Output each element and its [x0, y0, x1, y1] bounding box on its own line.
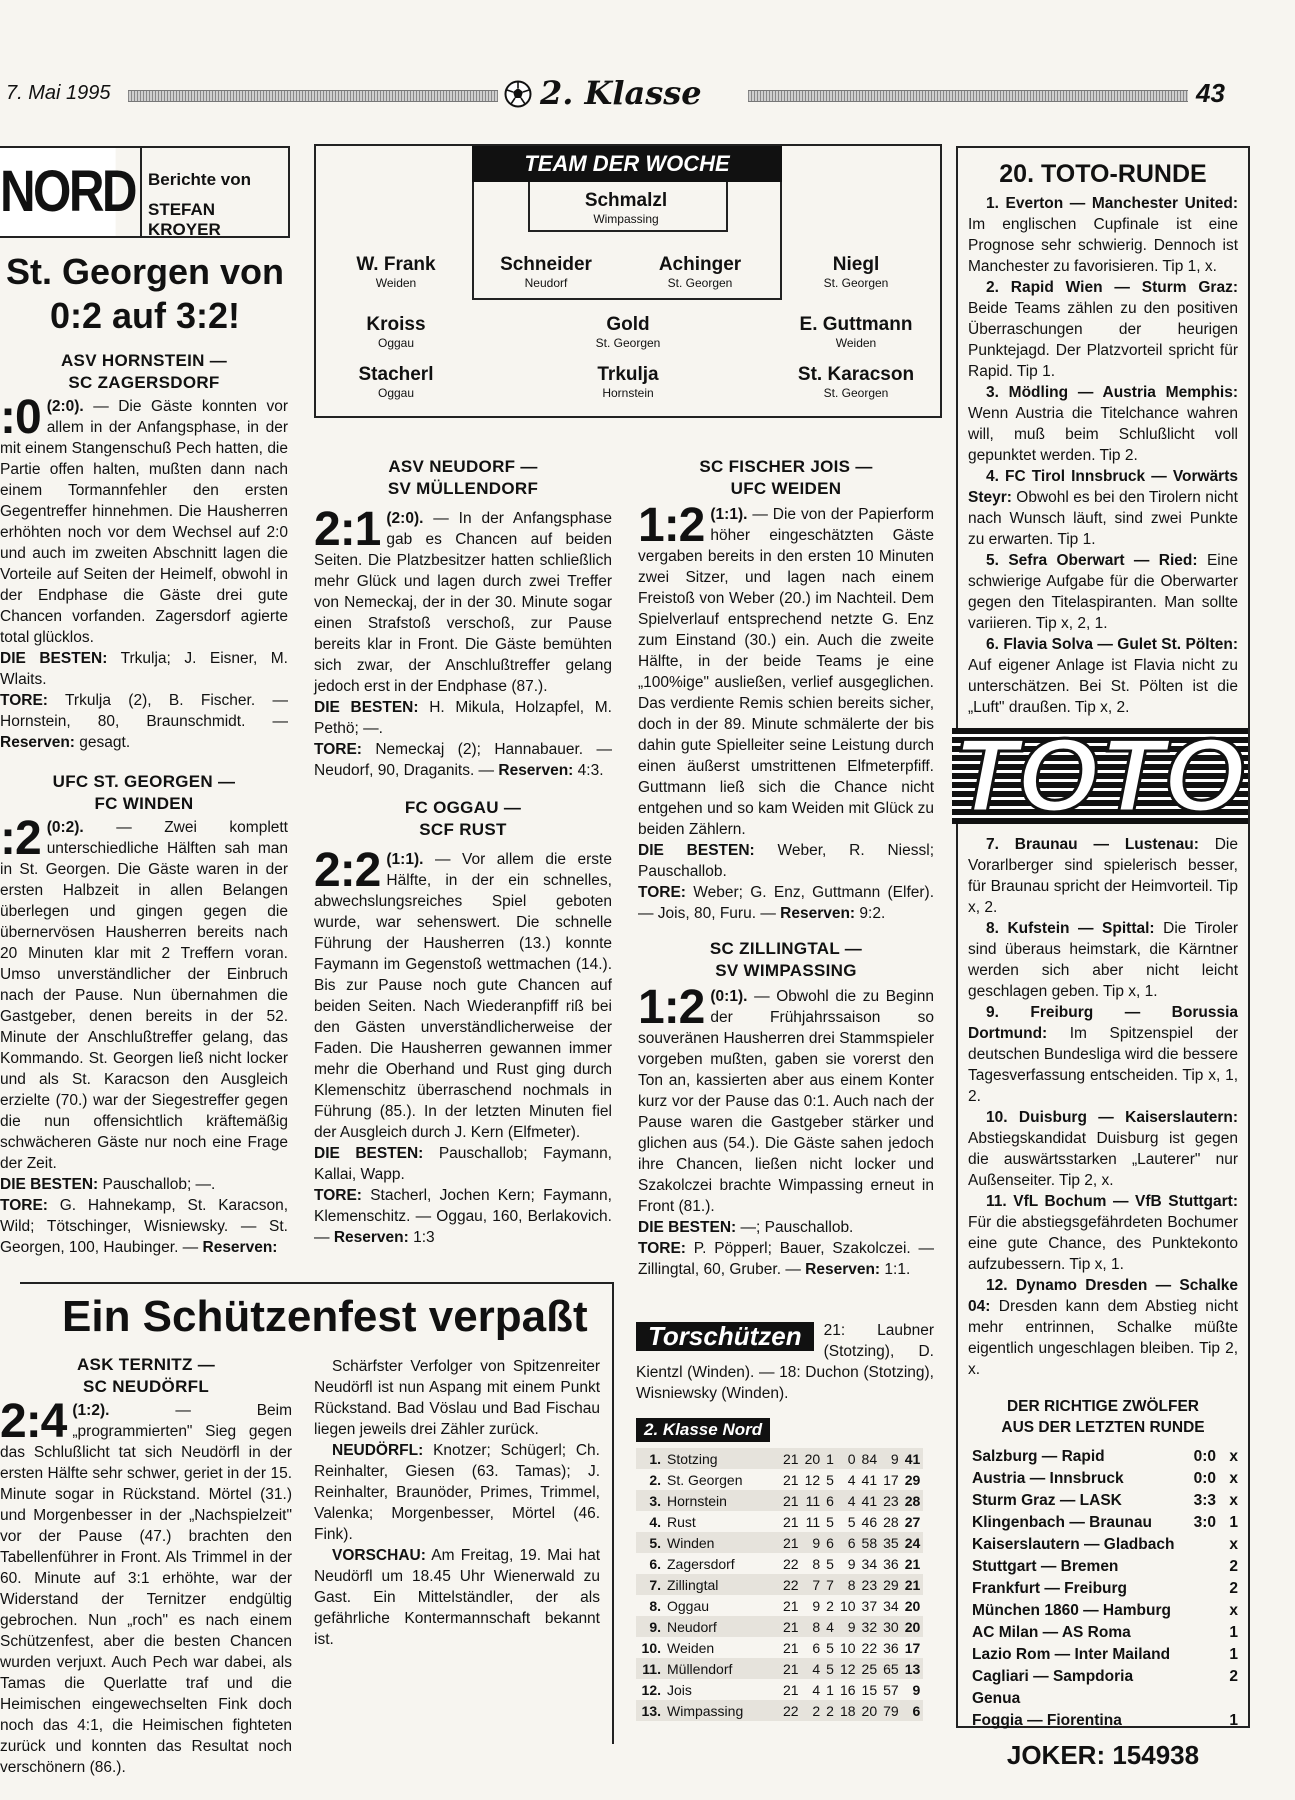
match-report — [314, 797, 612, 1248]
match-score: :0 — [0, 391, 41, 444]
last-round-s — [1176, 1534, 1216, 1556]
table-title: 2. Klasse Nord — [636, 1418, 770, 1442]
last-round-row — [972, 1710, 1238, 1732]
table-cell-gf: 41 — [861, 1492, 878, 1509]
table-cell-ga: 9 — [890, 1450, 899, 1467]
toto-comment: Im Spitzenspiel der deutschen Bundesliga wird die bessere Tagesverfassung entscheiden. Tip x, 1, 2. — [968, 1025, 1238, 1105]
toto-comment: Dresden kann dem Abstieg nicht mehr entrinnen, Schalke müßte eigentlich ungeschlagen bleiben. Tip 2, x. — [968, 1298, 1238, 1378]
player: Niegl St. Georgen — [823, 254, 889, 290]
table-cell-sp: 21 — [783, 1492, 799, 1509]
match-score: 1:2 — [638, 981, 705, 1034]
match-title: SC ZILLINGTAL — SV WIMPASSING — [709, 939, 863, 980]
last-round-row — [972, 1512, 1238, 1534]
match-score: 2:2 — [314, 844, 381, 897]
table-row — [636, 1469, 923, 1490]
table-cell-pts: 17 — [904, 1639, 921, 1656]
last-round-row — [972, 1644, 1238, 1666]
table-cell-d: 7 — [826, 1576, 834, 1593]
table-cell-pts: 24 — [904, 1534, 921, 1551]
last-round-s — [1176, 1578, 1216, 1600]
table-cell-sp: 21 — [783, 1618, 799, 1635]
table-cell-ga: 36 — [883, 1555, 899, 1572]
table-cell-pos: 11. — [642, 1660, 661, 1677]
page-header — [0, 74, 1250, 112]
last-round-s: 3:0 — [1193, 1514, 1216, 1531]
table-row — [636, 1637, 923, 1658]
toto-comment: Im englischen Cupfinale ist eine Prognose sehr schwierig. Dennoch ist Manchester zu favorisieren. Tip 1, x. — [968, 216, 1238, 275]
toto-tip — [968, 834, 1238, 918]
table-cell-ga: 57 — [883, 1681, 899, 1698]
match-text: :0 (2:0). — Die Gäste konnten vor allem in der Anfangsphase, in der mit einem Stangenschuß Pech hatten, die Partie offen halten, mußten dann nach einem Tormannfehler den ersten Gegentreffer hinnehmen. Die Hausherren erhöhten noch vor dem Wechsel auf 2:0 und auch im zweiten Abschnitt lagen die Vorteile auf Seiten der Heimelf, obwohl in der Endphase die Gäste drei gute Chancen vorfanden. Zagersdorf agierte total glücklos. DIE BESTEN: Trkulja; J. Eisner, M. Wlaits. TORE: Trkulja (2), B. Fischer. — Hornstein, 80, Braunschmidt. — Reserven: gesagt. — [0, 391, 288, 751]
match-report — [0, 771, 290, 1258]
last-round-row — [972, 1468, 1238, 1490]
toto-match: 11. VfL Bochum — VfB Stuttgart: — [986, 1193, 1238, 1210]
last-round-m: Stuttgart — Bremen — [972, 1558, 1119, 1575]
table-cell-l: 12 — [839, 1660, 856, 1677]
player: Schneider Neudorf — [500, 254, 592, 290]
table-cell-team: St. Georgen — [667, 1471, 743, 1488]
table-cell-w: 9 — [812, 1597, 821, 1614]
toto-comment: Wenn Austria die Titelchance wahren will, muß beim Schlußlicht voll gepunktet werden. Tip 2. — [968, 405, 1238, 464]
last-round-s — [1176, 1644, 1216, 1666]
table-cell-pts: 21 — [904, 1576, 921, 1593]
table-cell-sp: 21 — [783, 1660, 799, 1677]
schuetzenfest-headline: Ein Schützenfest verpaßt — [62, 1292, 588, 1341]
page-number: 43 — [1196, 78, 1225, 108]
match-text: 2:2 (1:1). — Vor allem die erste Hälfte, in der ein schnelles, abwechslungsreiches Spiel geboten wurde, war sehenswert. Die schnelle Führung der Hausherren (13.) konnte Faymann im Gegenstoß wettmachen (14.). Bis zur Pause noch gute Chancen auf beiden Seiten. Nach Wiederanpfiff riß bei den Gästen unverständlicherweise der Faden. Die Hausherren gewannen immer mehr die Oberhand und Rust ging durch Klemenschitz überraschend nochmals in Führung (85.). In der letzten Minuten fiel der Ausgleich durch J. Kern (Elfmeter). DIE BESTEN: Pauschallob; Faymann, Kallai, Wapp. TORE: Stacherl, Jochen Kern; Faymann, Klemenschitz. — Oggau, 160, Berlakovich. — Reserven: 1:3 — [314, 844, 612, 1246]
last-round-m: Salzburg — Rapid — [972, 1448, 1105, 1465]
table-cell-w: 11 — [805, 1513, 821, 1530]
headline-line-1: St. Georgen von — [5, 251, 285, 292]
table-cell-pts: 13 — [904, 1660, 921, 1677]
last-round-t: x — [1229, 1536, 1238, 1553]
table-row — [636, 1658, 923, 1679]
table-cell-team: Jois — [667, 1681, 692, 1698]
table-cell-l: 9 — [847, 1555, 856, 1572]
league-table — [636, 1448, 923, 1721]
table-cell-pos: 12. — [641, 1681, 661, 1698]
table-row — [636, 1595, 923, 1616]
byline-author: STEFAN KROYER — [148, 200, 221, 239]
headline-line-2: 0:2 auf 3:2! — [49, 295, 241, 336]
table-cell-team: Weiden — [667, 1639, 715, 1656]
table-cell-l: 8 — [847, 1576, 856, 1593]
player-gk: Schmalzl Wimpassing — [584, 190, 668, 226]
table-cell-pos: 4. — [649, 1513, 661, 1530]
header-rule-right — [748, 90, 1188, 102]
table-cell-ga: 36 — [883, 1639, 899, 1656]
table-cell-d: 5 — [826, 1471, 834, 1488]
last-round-row — [972, 1534, 1238, 1556]
last-round-row — [972, 1556, 1238, 1578]
table-cell-team: Oggau — [667, 1597, 710, 1614]
table-cell-d: 5 — [826, 1555, 834, 1572]
toto-match: 12. Dynamo Dresden — Schalke 04: — [968, 1277, 1238, 1315]
table-cell-l: 10 — [839, 1639, 856, 1656]
table-cell-w: 2 — [812, 1702, 821, 1719]
match-title: ASK TERNITZ — SC NEUDÖRFL — [76, 1355, 215, 1396]
match-report — [638, 456, 934, 924]
toto-column — [953, 146, 1250, 1770]
table-cell-ga: 23 — [883, 1492, 899, 1509]
last-round-t: 2 — [1229, 1558, 1238, 1575]
table-row — [636, 1616, 923, 1637]
table-cell-pos: 13. — [641, 1702, 661, 1719]
table-cell-gf: 46 — [861, 1513, 878, 1530]
last-round-t: 1 — [1229, 1712, 1238, 1729]
table-cell-pos: 9. — [649, 1618, 661, 1635]
last-round-t: x — [1229, 1602, 1238, 1619]
table-cell-pos: 2. — [649, 1471, 661, 1488]
table-cell-pos: 7. — [649, 1576, 661, 1593]
match-score: :2 — [0, 812, 41, 865]
table-cell-pts: 6 — [912, 1702, 921, 1719]
table-cell-l: 9 — [847, 1618, 856, 1635]
match-text: :2 (0:2). — Zwei komplett unterschiedliche Hälften sah man in St. Georgen. Die Gäste waren in der ersten Halbzeit in allen Belangen überlegen und gingen gegen die übernervösen Hausherren bereits nach 20 Minuten klar mit 2 Treffern voran. Umso unverständlicher der Einbruch nach der Pause. Nun übernahmen die Gastgeber, denen bereits in der 52. Minute der Anschlußtreffer gelang, das Kommando. St. Georgen ließ nicht locker und als St. Karacson den Ausgleich erzielte (70.) war der Siegestreffer gegen die nun offensichtlich kräftemäßig schwächeren Gäste nur noch eine Frage der Zeit. DIE BESTEN: Pauschallob; —. TORE: G. Hahnekamp, St. Karacson, Wild; Tötschinger, Wisniewsky. — St. Georgen, 100, Haubinger. — Reserven: — [0, 812, 288, 1256]
table-cell-w: 4 — [812, 1660, 821, 1677]
table-cell-sp: 22 — [783, 1702, 799, 1719]
match-title: SC FISCHER JOIS — UFC WEIDEN — [699, 457, 873, 498]
toto-tip — [968, 277, 1238, 382]
table-cell-pts: 29 — [904, 1471, 921, 1488]
table-cell-ga: 28 — [883, 1513, 899, 1530]
table-cell-d: 6 — [826, 1492, 834, 1509]
last-round-s: 3:3 — [1193, 1492, 1216, 1509]
table-cell-pts: 41 — [904, 1450, 921, 1467]
match-title: FC OGGAU — SCF RUST — [404, 798, 522, 839]
table-row — [636, 1490, 923, 1511]
player: Kroiss Oggau — [366, 314, 426, 350]
last-round-t: x — [1229, 1492, 1238, 1509]
match-report — [638, 938, 934, 1280]
table-cell-gf: 25 — [861, 1660, 878, 1677]
toto-tip — [968, 1191, 1238, 1275]
last-round-m: Sturm Graz — LASK — [972, 1492, 1122, 1509]
last-round-s: 0:0 — [1193, 1448, 1216, 1465]
match-score: 2:1 — [314, 503, 381, 556]
header-rule — [128, 90, 498, 102]
last-round-s — [1176, 1556, 1216, 1578]
table-row — [636, 1511, 923, 1532]
last-round-row — [972, 1666, 1238, 1710]
table-cell-sp: 21 — [783, 1450, 799, 1467]
table-cell-gf: 34 — [861, 1555, 878, 1572]
table-cell-w: 8 — [812, 1555, 821, 1572]
table-cell-ga: 79 — [883, 1702, 899, 1719]
match-score: 2:4 — [0, 1395, 67, 1448]
middle-column — [314, 456, 612, 1248]
table-cell-gf: 84 — [861, 1450, 878, 1467]
player: Achinger St. Georgen — [658, 254, 742, 290]
table-cell-d: 4 — [826, 1618, 834, 1635]
table-cell-l: 4 — [847, 1492, 856, 1509]
player: Trkulja Hornstein — [597, 364, 659, 400]
toto-tip — [968, 1002, 1238, 1107]
table-cell-l: 16 — [839, 1681, 856, 1698]
football-icon — [504, 80, 532, 108]
table-cell-d: 5 — [826, 1639, 834, 1656]
table-cell-sp: 21 — [783, 1513, 799, 1530]
match-text: 2:1 (2:0). — In der Anfangsphase gab es Chancen auf beiden Seiten. Die Platzbesitzer hatten schließlich mehr Glück und lagen durch zwei Treffer von Nemeckaj, der in der 30. Minute sogar einen Strafstoß verschoß, zur Pause bereits klar in Front. Die Gäste bemühten sich zwar, der Anschlußtreffer gelang jedoch erst in der Endphase (87.). DIE BESTEN: H. Mikula, Holzapfel, M. Pethö; —. TORE: Nemeckaj (2); Hannabauer. — Neudorf, 90, Draganits. — Reserven: 4:3. — [314, 503, 612, 779]
toto-match: 1. Everton — Manchester United: — [986, 195, 1238, 212]
table-cell-w: 7 — [812, 1576, 821, 1593]
toto-tip — [968, 918, 1238, 1002]
toto-match: 5. Sefra Oberwart — Ried: — [986, 552, 1198, 569]
section-title: 2. Klasse — [540, 74, 702, 112]
toto-match: 6. Flavia Solva — Gulet St. Pölten: — [986, 636, 1238, 653]
table-cell-team: Winden — [667, 1534, 715, 1551]
match-report — [0, 350, 290, 753]
table-cell-pos: 6. — [649, 1555, 661, 1572]
table-cell-d: 2 — [826, 1597, 834, 1614]
scorers-text-box — [636, 1320, 934, 1404]
table-cell-l: 18 — [839, 1702, 856, 1719]
table-cell-team: Rust — [667, 1513, 696, 1530]
last-round-t: 1 — [1229, 1624, 1238, 1641]
table-cell-pos: 1. — [649, 1450, 661, 1467]
table-row — [636, 1532, 923, 1553]
nord-section — [0, 146, 290, 1258]
toto-match: 9. Freiburg — Borussia Dortmund: — [968, 1004, 1238, 1042]
match-report — [314, 456, 612, 781]
table-cell-d: 5 — [826, 1660, 834, 1677]
table-cell-gf: 41 — [861, 1471, 878, 1488]
table-cell-sp: 22 — [783, 1555, 799, 1572]
toto-match: 2. Rapid Wien — Sturm Graz: — [986, 279, 1238, 296]
table-cell-sp: 21 — [783, 1639, 799, 1656]
table-cell-sp: 21 — [783, 1681, 799, 1698]
table-cell-sp: 21 — [783, 1534, 799, 1551]
last-round-m: Austria — Innsbruck — [972, 1470, 1124, 1487]
table-cell-w: 9 — [812, 1534, 821, 1551]
schuetzenfest-col-2 — [314, 1356, 600, 1650]
table-cell-pts: 28 — [904, 1492, 921, 1509]
standings-note: Schärfster Verfolger von Spitzenreiter Neudörfl ist nun Aspang mit einem Punkt Rückstand. Bad Vöslau und Bad Fischau liegen jeweils drei Zähler zurück. — [314, 1358, 600, 1438]
match-text-cont: Schärfster Verfolger von Spitzenreiter Neudörfl ist nun Aspang mit einem Punkt Rückstand. Bad Vöslau und Bad Fischau liegen jeweils drei Zähler zurück. NEUDÖRFL: Knotzer; Schügerl; Ch. Reinhalter, Giesen (63. Tamas); J. Reinhalter, Braunöder, Primes, Trimmel, Valenka; Morgenbesser, Mörtel (46. Fink). VORSCHAU: Am Freitag, 19. Mai hat Neudörfl um 18.45 Uhr Wienerwald zu Gast. Ein Mittelständler, der als gefährliche Kontermannschaft bekannt ist. — [314, 1358, 601, 1648]
last-round-row — [972, 1600, 1238, 1622]
table-cell-ga: 30 — [883, 1618, 899, 1635]
last-round-s — [1176, 1622, 1216, 1644]
last-round-m: Frankfurt — Freiburg — [972, 1580, 1128, 1597]
team-of-week — [314, 144, 942, 418]
last-round-m: Lazio Rom — Inter Mailand — [972, 1646, 1171, 1663]
last-round-m: Klingenbach — Braunau — [972, 1514, 1152, 1531]
table-cell-pos: 3. — [649, 1492, 661, 1509]
last-round-m: Foggia — Fiorentina — [972, 1712, 1122, 1729]
table-cell-ga: 29 — [883, 1576, 899, 1593]
toto-comment: Beide Teams zählen zu den positiven Überraschungen der heurigen Punktejagd. Der Platzvorteil spricht für Rapid. Tip 1. — [968, 300, 1238, 380]
team-title: TEAM DER WOCHE — [472, 146, 782, 182]
table-row — [636, 1679, 923, 1700]
table-cell-ga: 65 — [883, 1660, 899, 1677]
table-row — [636, 1448, 923, 1469]
last-round-s: 0:0 — [1193, 1470, 1216, 1487]
match-title: UFC ST. GEORGEN — FC WINDEN — [52, 772, 236, 813]
table-cell-w: 11 — [805, 1492, 821, 1509]
table-cell-team: Müllendorf — [667, 1660, 733, 1677]
last-round-t: 2 — [1229, 1580, 1238, 1597]
toto-comment: Auf eigener Anlage ist Flavia nicht zu unterschätzen. Bei St. Pölten ist die „Luft" draußen. Tip x, 2. — [968, 657, 1238, 716]
toto-tip — [968, 634, 1238, 718]
table-cell-pos: 10. — [641, 1639, 661, 1656]
player: E. Guttmann Weiden — [799, 314, 913, 350]
table-cell-w: 4 — [812, 1681, 821, 1698]
match-text: 2:4 (1:2). — Beim „programmierten" Sieg gegen das Schlußlicht tat sich Neudörfl in der ersten Hälfte sehr schwer, geriet in der 15. Minute sogar in Rückstand. Mörtel (31.) und Morgenbesser in der „Nachspielzeit" vor der Pause (47.) brachten den Tabellenführer in Front. Als Trimmel in der 60. Minute auf 3:1 erhöhte, war der Widerstand der Ternitzer endgültig gebrochen. Nun „roch" es nach einem Schützenfest, aber die besten Chancen wurden verjuxt. Auch Pech war dabei, als Tamas die Querlatte traf und die Heimischen eingewechselten Fink doch noch das 4:1, die Heimischen fighteten zurück und konnten das Resultat noch verschönern (86.). — [0, 1395, 293, 1776]
table-cell-gf: 58 — [861, 1534, 878, 1551]
table-cell-team: Neudorf — [667, 1618, 717, 1635]
last-round-s — [1176, 1710, 1216, 1732]
nord-divider — [140, 148, 142, 236]
toto-match: 3. Mödling — Austria Memphis: — [986, 384, 1238, 401]
toto-match: 4. FC Tirol Innsbruck — Vorwärts Steyr: — [968, 468, 1238, 506]
toto-tip — [968, 1107, 1238, 1191]
table-cell-gf: 22 — [861, 1639, 878, 1656]
table-cell-team: Zillingtal — [667, 1576, 719, 1593]
table-cell-l: 5 — [847, 1513, 856, 1530]
scorers-title: Torschützen — [636, 1322, 814, 1351]
table-cell-d: 1 — [826, 1450, 834, 1467]
table-cell-pts: 20 — [904, 1597, 921, 1614]
player: W. Frank Weiden — [356, 254, 436, 290]
toto-tip — [968, 1275, 1238, 1380]
table-cell-ga: 17 — [883, 1471, 899, 1488]
last-round-s — [1176, 1666, 1216, 1710]
last-round-t: 2 — [1229, 1668, 1238, 1685]
player: Stacherl Oggau — [358, 364, 434, 400]
toto-comment: Abstiegskandidat Duisburg ist gegen die auswärtsstarken „Lauterer" nur Außenseiter. Tip 2, x. — [968, 1130, 1238, 1189]
last-round-t: x — [1229, 1470, 1238, 1487]
toto-comment: Obwohl es bei den Tirolern nicht nach Wunsch läuft, sind zwei Punkte zu erwarten. Tip 1. — [968, 489, 1238, 548]
toto-title: 20. TOTO-RUNDE — [999, 160, 1207, 188]
table-cell-w: 6 — [812, 1639, 821, 1656]
toto-items — [958, 834, 1248, 1380]
last-round-m: München 1860 — Hamburg — [972, 1602, 1171, 1619]
table-cell-l: 4 — [847, 1471, 856, 1488]
match-text: 1:2 (1:1). — Die von der Papierform höher eingeschätzten Gäste vergaben bereits in den ersten 10 Minuten zwei Sitzer, und lagen nach einem Freistoß von Weber (20.) im Nachteil. Dem Spielverlauf entsprechend netzte G. Enz zum Einstand (30.) ein. Auch die zweite Hälfte, in der beide Teams je eine „100%ige" ausließen, verlief ausgeglichen. Das verdiente Remis schien bereits sicher, doch in der 89. Minute schmälerte der bis dahin gute Spielleiter seine Leistung durch einen äußerst umstrittenen Elfmeterpfiff. Guttmann ließ sich die Chance nicht entgehen und so kam Weiden mit Glück zu beiden Zählern. DIE BESTEN: Weber, R. Niessl; Pauschallob. TORE: Weber; G. Enz, Guttmann (Elfer). — Jois, 80, Furu. — Reserven: 9:2. — [638, 499, 935, 922]
toto-tip — [968, 466, 1238, 550]
toto-match: 7. Braunau — Lustenau: — [986, 836, 1199, 853]
table-cell-sp: 22 — [783, 1576, 799, 1593]
last-round-s — [1176, 1600, 1216, 1622]
toto-comment: Die Vorarlberger sind spielerisch besser, für Braunau spricht der Heimvorteil. Tip x, 2. — [968, 836, 1238, 916]
table-cell-ga: 35 — [883, 1534, 899, 1551]
toto-match: 10. Duisburg — Kaiserslautern: — [986, 1109, 1238, 1126]
toto-comment: Für die abstiegsgefährdeten Bochumer eine gute Chance, des Punktekonto aufzubessern. Tip x, 1. — [968, 1214, 1238, 1273]
toto-match: 8. Kufstein — Spittal: — [986, 920, 1155, 937]
byline-intro: Berichte von — [148, 170, 251, 189]
scorers-block — [636, 1320, 934, 1721]
last-round-row — [972, 1622, 1238, 1644]
table-cell-team: Stotzing — [667, 1450, 718, 1467]
table-cell-pos: 8. — [649, 1597, 661, 1614]
table-cell-team: Zagersdorf — [667, 1555, 735, 1572]
player: St. Karacson St. Georgen — [797, 364, 915, 400]
table-cell-gf: 32 — [861, 1618, 878, 1635]
table-cell-d: 6 — [826, 1534, 834, 1551]
table-cell-gf: 37 — [861, 1597, 878, 1614]
last-round-row — [972, 1446, 1238, 1468]
table-cell-d: 2 — [826, 1702, 834, 1719]
table-cell-team: Wimpassing — [667, 1702, 744, 1719]
toto-logo: TOTO — [953, 718, 1247, 834]
nord-label: NORD — [0, 148, 116, 236]
table-cell-team: Hornstein — [667, 1492, 727, 1509]
table-cell-pos: 5. — [649, 1534, 661, 1551]
player: Gold St. Georgen — [595, 314, 661, 350]
match-title: ASV NEUDORF — SV MÜLLENDORF — [387, 457, 539, 498]
table-cell-w: 20 — [804, 1450, 821, 1467]
table-cell-l: 0 — [847, 1450, 856, 1467]
table-cell-pts: 27 — [904, 1513, 921, 1530]
match-text: 1:2 (0:1). — Obwohl die zu Beginn der Frühjahrssaison so souveränen Hausherren drei Stammspieler vorgeben mußten, gaben sie vorerst den Ton an, kassierten aber aus einem Konter kurz vor der Pause das 0:1. Auch nach der Pause waren die Gastgeber stärker und glichen aus (54.). Die Gäste sahen jedoch ihre Chancen, ließen nicht locker und Szakolczei brachte Wimpassing erneut in Front (81.). DIE BESTEN: —; Pauschallob. TORE: P. Pöpperl; Bauer, Szakolczei. — Zillingtal, 60, Gruber. — Reserven: 1:1. — [638, 981, 934, 1278]
table-cell-sp: 21 — [783, 1597, 799, 1614]
table-cell-d: 5 — [826, 1513, 834, 1530]
last-round-list — [958, 1438, 1248, 1732]
table-cell-d: 1 — [826, 1681, 834, 1698]
toto-tip — [968, 193, 1238, 277]
table-cell-w: 12 — [804, 1471, 821, 1488]
toto-comment: Die Tiroler sind überaus heimstark, die Kärntner werden sich aber nicht leicht geschlagen geben. Tip x, 1. — [968, 920, 1238, 1000]
nord-header-box — [0, 146, 290, 238]
table-cell-w: 8 — [812, 1618, 821, 1635]
last-round-m: AC Milan — AS Roma — [972, 1624, 1131, 1641]
toto-items — [958, 189, 1248, 718]
right-middle-column — [638, 456, 934, 1280]
table-cell-pts: 9 — [912, 1681, 921, 1698]
last-round-t: 1 — [1229, 1514, 1238, 1531]
schuetzenfest-col-1 — [0, 1354, 292, 1778]
last-round-row — [972, 1490, 1238, 1512]
last-round-row — [972, 1578, 1238, 1600]
toto-comment: Eine schwierige Aufgabe für die Oberwarter gegen den Titelaspiranten. Man sollte variieren. Tip x, 2, 1. — [968, 552, 1238, 632]
last-round-m: Kaiserslautern — Gladbach — [972, 1536, 1175, 1553]
table-cell-gf: 23 — [861, 1576, 878, 1593]
table-cell-gf: 20 — [861, 1702, 878, 1719]
match-title: ASV HORNSTEIN — SC ZAGERSDORF — [60, 351, 228, 392]
table-cell-pts: 21 — [904, 1555, 921, 1572]
table-cell-l: 10 — [839, 1597, 856, 1614]
half-time-score: (2:0). — [46, 398, 84, 415]
last-round-t: 1 — [1229, 1646, 1238, 1663]
table-cell-pts: 20 — [904, 1618, 921, 1635]
table-cell-sp: 21 — [783, 1471, 799, 1488]
table-row — [636, 1700, 923, 1721]
issue-date: 7. Mai 1995 — [6, 82, 111, 104]
match-score: 1:2 — [638, 499, 705, 552]
table-cell-l: 6 — [847, 1534, 856, 1551]
last-round-title: DER RICHTIGE ZWÖLFER AUS DER LETZTEN RUNDE — [1001, 1398, 1205, 1436]
last-round-m: Cagliari — Sampdoria Genua — [972, 1668, 1134, 1707]
toto-tip — [968, 550, 1238, 634]
table-cell-gf: 15 — [861, 1681, 878, 1698]
toto-tip — [968, 382, 1238, 466]
table-row — [636, 1553, 923, 1574]
report-text: — Die Gäste konnten vor allem in der Anfangsphase, in der mit einem Stangenschuß Pech hatten, die Partie offen halten, mußten dann nach einem Tormannfehler den ersten Gegentreffer hinnehmen. Die Hausherren erhöhten noch vor dem Wechsel auf 2:0 und auch im zweiten Abschnitt lagen die Vorteile auf Seiten der Heimelf, obwohl in der Endphase die Gäste drei gute Chancen vorfanden. Zagersdorf agierte total glücklos. — [0, 398, 288, 646]
table-cell-ga: 34 — [883, 1597, 899, 1614]
table-row — [636, 1574, 923, 1595]
nord-headline — [0, 250, 290, 338]
last-round-t: x — [1229, 1448, 1238, 1465]
joker-number: JOKER: 154938 — [1006, 1740, 1200, 1770]
scorers-text: 21: Laubner (Stotzing), D. Kientzl (Winden). — 18: Duchon (Stotzing), Wisniewsky (Winden). — [636, 1322, 934, 1402]
